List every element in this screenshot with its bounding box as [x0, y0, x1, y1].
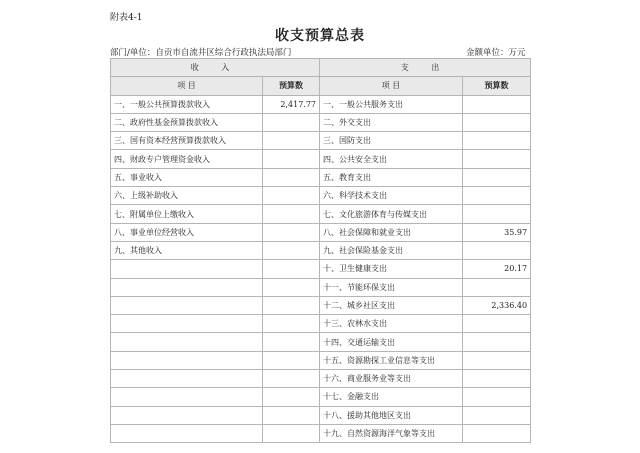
expenditure-item-cell: 二、外交支出 — [320, 113, 463, 131]
table-row — [111, 260, 531, 278]
expenditure-amount-cell — [463, 205, 531, 223]
table-row — [111, 187, 531, 205]
expenditure-item-cell: 三、国防支出 — [320, 132, 463, 150]
expenditure-amount-cell — [463, 370, 531, 388]
page-title: 收支预算总表 — [275, 28, 365, 44]
income-amount-cell — [263, 168, 320, 186]
table-row — [111, 113, 531, 131]
income-item-cell: 二、政府性基金预算拨款收入 — [111, 113, 263, 131]
expenditure-item-cell: 十七、金融支出 — [320, 388, 463, 406]
income-item-cell: 五、事业收入 — [111, 168, 263, 186]
expenditure-amount-cell — [463, 388, 531, 406]
table-row — [111, 168, 531, 186]
income-amount-cell — [263, 424, 320, 442]
expenditure-amount-cell — [463, 168, 531, 186]
expenditure-amount-cell — [463, 278, 531, 296]
table-row — [111, 296, 531, 314]
income-section-header: 收 入 — [111, 59, 320, 77]
income-amount-cell — [263, 278, 320, 296]
income-item-cell: 三、国有资本经营预算拨款收入 — [111, 132, 263, 150]
income-item-cell — [111, 424, 263, 442]
income-amount-cell — [263, 315, 320, 333]
expenditure-item-cell: 十六、商业服务业等支出 — [320, 370, 463, 388]
table-row — [111, 424, 531, 442]
income-item-cell: 四、财政专户管理资金收入 — [111, 150, 263, 168]
table-row — [111, 241, 531, 259]
expenditure-item-cell: 十、卫生健康支出 — [320, 260, 463, 278]
table-row — [111, 278, 531, 296]
expenditure-item-cell: 十三、农林水支出 — [320, 315, 463, 333]
income-item-cell — [111, 370, 263, 388]
expenditure-item-cell: 一、一般公共服务支出 — [320, 95, 463, 113]
table-row — [111, 406, 531, 424]
expenditure-amount-cell — [463, 132, 531, 150]
table-body — [111, 95, 531, 443]
expenditure-amount-cell — [463, 241, 531, 259]
income-amount-cell — [263, 150, 320, 168]
expenditure-item-cell: 十五、资源勘探工业信息等支出 — [320, 351, 463, 369]
expenditure-amount-cell: 35.97 — [463, 223, 531, 241]
expenditure-amount-cell — [463, 113, 531, 131]
expenditure-amount-cell — [463, 424, 531, 442]
table-row — [111, 132, 531, 150]
section-header-row — [111, 59, 531, 77]
table-row — [111, 333, 531, 351]
income-item-column-header: 项 目 — [111, 77, 263, 95]
expenditure-amount-cell — [463, 315, 531, 333]
expenditure-amount-cell — [463, 333, 531, 351]
income-amount-cell — [263, 351, 320, 369]
income-amount-cell — [263, 205, 320, 223]
income-amount-cell — [263, 333, 320, 351]
table-row — [111, 95, 531, 113]
expenditure-item-cell: 十九、自然资源海洋气象等支出 — [320, 424, 463, 442]
expenditure-amount-cell: 20.17 — [463, 260, 531, 278]
table-row — [111, 223, 531, 241]
table-row — [111, 315, 531, 333]
income-amount-cell — [263, 132, 320, 150]
income-item-cell — [111, 406, 263, 424]
table-row — [111, 351, 531, 369]
department-label: 部门/单位：自贡市自流井区综合行政执法局部门 — [110, 48, 292, 58]
expenditure-item-cell: 七、文化旅游体育与传媒支出 — [320, 205, 463, 223]
expenditure-item-cell: 五、教育支出 — [320, 168, 463, 186]
expenditure-item-cell: 十二、城乡社区支出 — [320, 296, 463, 314]
income-amount-cell — [263, 113, 320, 131]
attachment-label: 附表4-1 — [110, 13, 143, 23]
expenditure-item-cell: 十一、节能环保支出 — [320, 278, 463, 296]
income-amount-cell — [263, 187, 320, 205]
income-amount-column-header: 预算数 — [263, 77, 320, 95]
column-header-row — [111, 77, 531, 95]
expenditure-item-cell: 十八、援助其他地区支出 — [320, 406, 463, 424]
income-amount-cell — [263, 406, 320, 424]
income-amount-cell — [263, 241, 320, 259]
expenditure-item-cell: 四、公共安全支出 — [320, 150, 463, 168]
table-row — [111, 150, 531, 168]
table-row — [111, 205, 531, 223]
expenditure-amount-cell — [463, 95, 531, 113]
expenditure-amount-cell — [463, 351, 531, 369]
table-row — [111, 370, 531, 388]
expenditure-section-header: 支 出 — [320, 59, 531, 77]
expenditure-amount-cell — [463, 187, 531, 205]
expenditure-amount-cell — [463, 150, 531, 168]
expenditure-amount-cell: 2,336.40 — [463, 296, 531, 314]
income-item-cell — [111, 278, 263, 296]
income-amount-cell — [263, 223, 320, 241]
income-amount-cell — [263, 296, 320, 314]
income-item-cell — [111, 388, 263, 406]
expenditure-item-cell: 六、科学技术支出 — [320, 187, 463, 205]
income-amount-cell — [263, 260, 320, 278]
income-item-cell: 八、事业单位经营收入 — [111, 223, 263, 241]
expenditure-item-column-header: 项 目 — [320, 77, 463, 95]
income-item-cell: 七、附属单位上缴收入 — [111, 205, 263, 223]
expenditure-item-cell: 八、社会保障和就业支出 — [320, 223, 463, 241]
budget-summary-table — [110, 58, 531, 443]
income-item-cell: 九、其他收入 — [111, 241, 263, 259]
expenditure-item-cell: 九、社会保险基金支出 — [320, 241, 463, 259]
income-item-cell — [111, 260, 263, 278]
income-amount-cell: 2,417.77 — [263, 95, 320, 113]
income-item-cell: 六、上级补助收入 — [111, 187, 263, 205]
expenditure-item-cell: 十四、交通运输支出 — [320, 333, 463, 351]
unit-label: 金额单位：万元 — [466, 48, 526, 58]
income-item-cell: 一、一般公共预算拨款收入 — [111, 95, 263, 113]
income-item-cell — [111, 296, 263, 314]
income-amount-cell — [263, 370, 320, 388]
income-item-cell — [111, 333, 263, 351]
income-item-cell — [111, 315, 263, 333]
expenditure-amount-cell — [463, 406, 531, 424]
expenditure-amount-column-header: 预算数 — [463, 77, 531, 95]
income-item-cell — [111, 351, 263, 369]
income-amount-cell — [263, 388, 320, 406]
table-row — [111, 388, 531, 406]
